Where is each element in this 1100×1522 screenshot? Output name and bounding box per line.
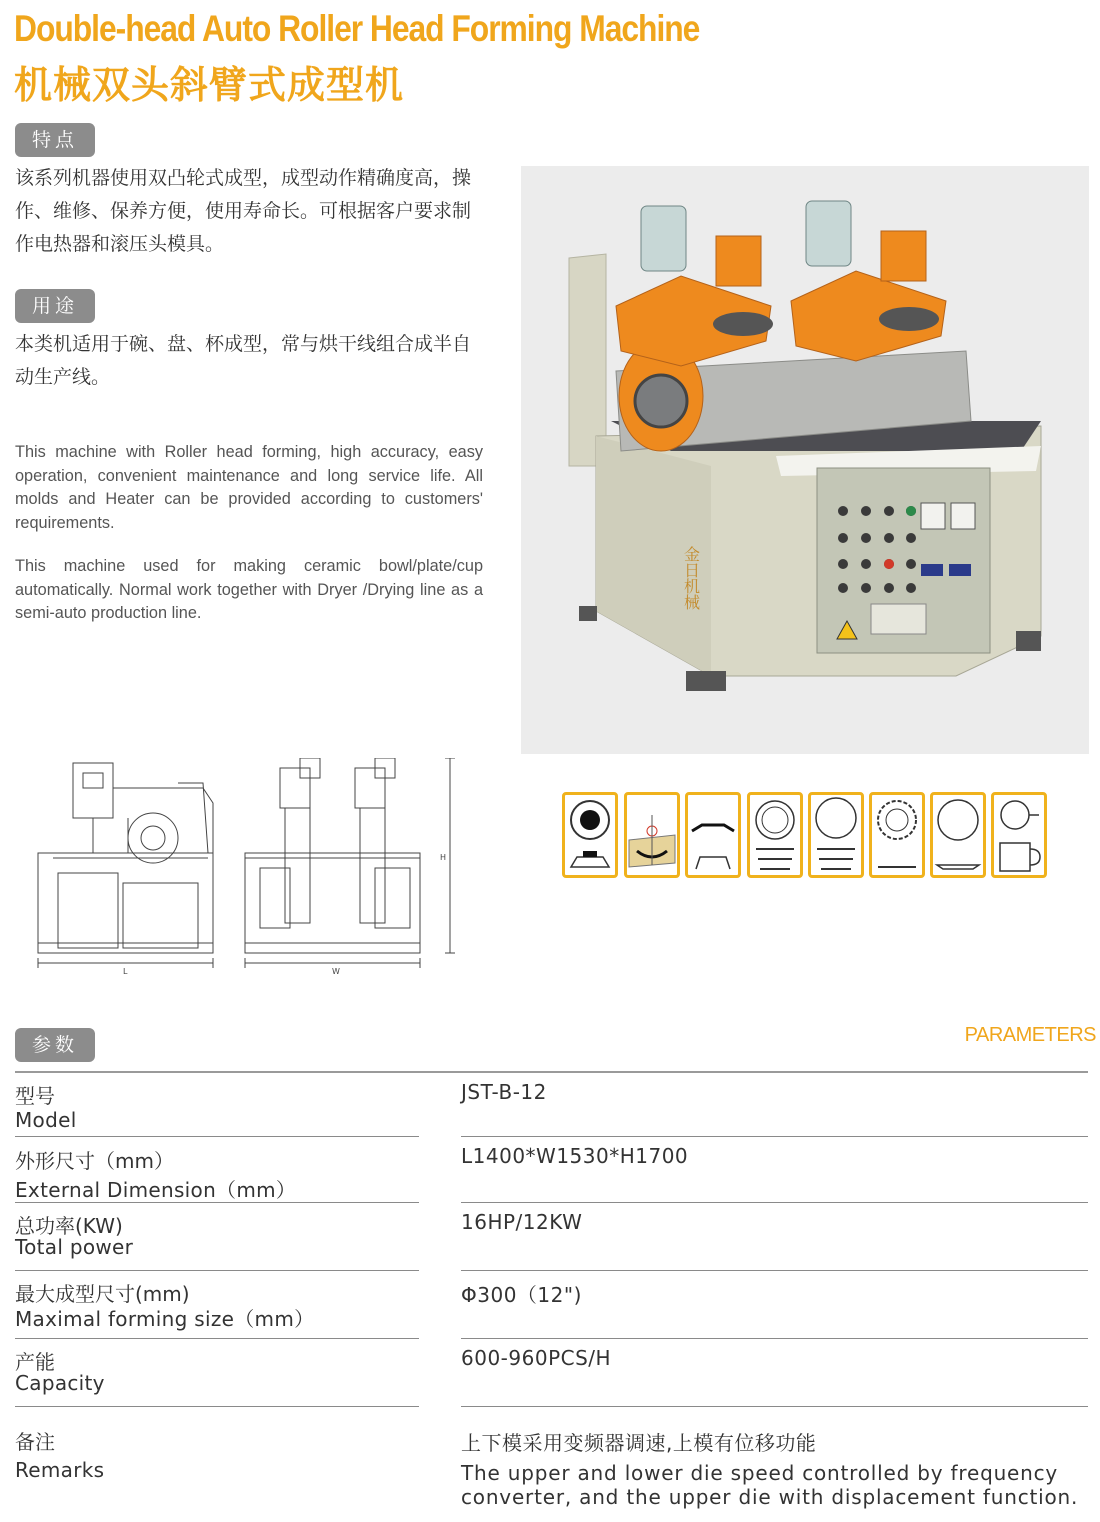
param-power-cn: 总功率(KW): [15, 1214, 123, 1238]
side-view-drawing: [33, 758, 218, 984]
params-tag: 参数: [15, 1028, 95, 1062]
param-dimension-value: L1400*W1530*H1700: [461, 1144, 689, 1168]
param-capacity-cn: 产能: [15, 1350, 55, 1374]
param-remarks-value-en: The upper and lower die speed controlled by frequency converter, and the upper die with displacement function.: [461, 1461, 1079, 1509]
plate-icon: [747, 792, 803, 878]
param-dimension-cn: 外形尺寸（mm）: [15, 1149, 174, 1173]
param-remarks-en: Remarks: [15, 1458, 105, 1482]
mold-profile-icon: [685, 792, 741, 878]
deep-plate-icon: [808, 792, 864, 878]
param-power-en: Total power: [15, 1235, 134, 1259]
params-label: PARAMETERS: [964, 1024, 1096, 1046]
param-model-cn: 型号: [15, 1084, 55, 1108]
row-divider: [15, 1406, 419, 1407]
bowl-shape-icon: [562, 792, 618, 878]
param-size-cn: 最大成型尺寸(mm): [15, 1282, 190, 1306]
param-model-en: Model: [15, 1108, 77, 1132]
roller-head-icon: [624, 792, 680, 878]
flat-plate-icon: [930, 792, 986, 878]
dimension-label-h: H: [440, 853, 447, 862]
machine-badge: 金日机械: [681, 546, 701, 610]
title-english: Double-head Auto Roller Head Forming Machine: [14, 8, 700, 49]
features-tag: 特点: [15, 123, 95, 157]
row-divider: [15, 1338, 419, 1339]
title-chinese: 机械双头斜臂式成型机: [14, 63, 405, 107]
front-view-drawing: [240, 758, 455, 984]
machine-photo: [521, 166, 1089, 754]
row-divider: [461, 1338, 1088, 1339]
param-capacity-en: Capacity: [15, 1371, 105, 1395]
scalloped-plate-icon: [869, 792, 925, 878]
param-remarks-value-cn: 上下模采用变频器调速,上模有位移功能: [461, 1431, 817, 1455]
description-en-1: This machine with Roller head forming, high accuracy, easy operation, convenient maintenance and long service life. All molds and Heater can be provided according to customers' requirements.: [15, 443, 483, 532]
mug-icon: [991, 792, 1047, 878]
row-divider: [15, 1136, 419, 1137]
row-divider: [461, 1406, 1088, 1407]
row-divider: [461, 1202, 1088, 1203]
param-dimension-en: External Dimension（mm）: [15, 1178, 297, 1202]
dimension-label-w: W: [332, 967, 340, 976]
row-divider: [461, 1270, 1088, 1271]
dimension-label-l: L: [123, 967, 128, 976]
param-size-value: Φ300（12"): [461, 1283, 582, 1307]
param-capacity-value: 600-960PCS/H: [461, 1346, 612, 1370]
param-power-value: 16HP/12KW: [461, 1210, 583, 1234]
params-divider: [15, 1071, 1088, 1073]
row-divider: [15, 1270, 419, 1271]
row-divider: [15, 1202, 419, 1203]
param-size-en: Maximal forming size（mm）: [15, 1307, 315, 1331]
features-text: 该系列机器使用双凸轮式成型，成型动作精确度高，操作、维修、保养方便，使用寿命长。可根据客户要求制作电热器和滚压头模具。: [15, 167, 472, 255]
row-divider: [461, 1136, 1088, 1137]
param-remarks-cn: 备注: [15, 1430, 55, 1454]
param-model-value: JST-B-12: [461, 1080, 547, 1104]
usage-text: 本类机适用于碗、盘、杯成型，常与烘干线组合成半自动生产线。: [15, 333, 472, 388]
usage-tag: 用途: [15, 289, 95, 323]
description-en-2: This machine used for making ceramic bowl/plate/cup automatically. Normal work together with Dryer /Drying line as a semi-auto production line.: [15, 557, 483, 622]
